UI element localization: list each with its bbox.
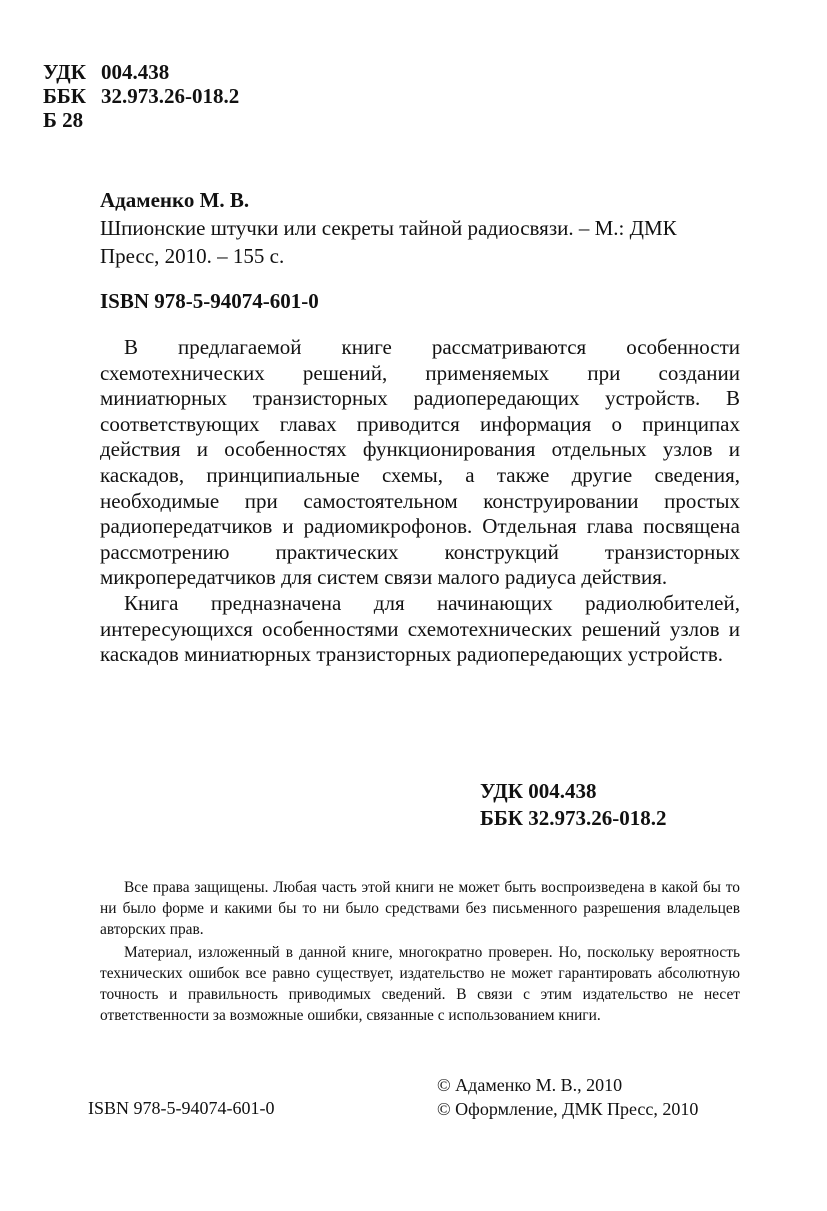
- rights-paragraph-1: Все права защищены. Любая часть этой книги не может быть воспроизведена в какой бы то ни было форме и какими бы то ни было средствами без письменного разрешения владельцев авторских прав.: [100, 879, 740, 938]
- classification-right: [480, 778, 667, 832]
- author-name: Адаменко М. В.: [100, 188, 250, 212]
- bbk-value: 32.973.26-018.2: [101, 84, 240, 108]
- title-line-1: Шпионские штучки или секреты тайной радиосвязи. – М.: ДМК: [100, 216, 677, 240]
- bbk-right: ББК 32.973.26-018.2: [480, 806, 667, 830]
- rights-paragraph-2: Материал, изложенный в данной книге, многократно проверен. Но, поскольку вероятность технических ошибок все равно существует, издательство не может гарантировать абсолютную точность и правильность приводимых сведений. В связи с этим издательство не несет ответственности за возможные ошибки, связанные с использованием книги.: [100, 944, 740, 1024]
- copyright-design: © Оформление, ДМК Пресс, 2010: [437, 1099, 699, 1119]
- copyright-author: © Адаменко М. В., 2010: [437, 1075, 623, 1095]
- udk-row: [43, 60, 239, 84]
- udk-value: 004.438: [101, 60, 170, 84]
- annotation-paragraph-2: Книга предназначена для начинающих радиолюбителей, интересующихся особенностями схемотехнических решений узлов и каскадов миниатюрных транзисторных радиопередающих устройств.: [100, 590, 740, 667]
- isbn-main: ISBN 978-5-94074-601-0: [100, 289, 319, 313]
- classification-block: [43, 60, 239, 132]
- annotation-paragraph-1: В предлагаемой книге рассматриваются особенности схемотехнических решений, применяемых при создании миниатюрных транзисторных радиопередающих устройств. В соответствующих главах приводится информация о принципах действия и особенностях функционирования отдельных узлов и каскадов, принципиальные схемы, а также другие сведения, необходимые при самостоятельном конструировании простых радиопередатчиков и радиомикрофонов. Отдельная глава посвящена рассмотрению практических конструкций транзисторных микропередатчиков для систем связи малого радиуса действия.: [100, 335, 740, 590]
- author-mark: Б 28: [43, 108, 84, 132]
- rights-notice: [100, 878, 740, 1030]
- bbk-label: ББК: [43, 84, 86, 108]
- bibliographic-record: [100, 186, 740, 270]
- udk-label: УДК: [43, 60, 86, 84]
- title-line-2: Пресс, 2010. – 155 с.: [100, 244, 285, 268]
- annotation: [100, 335, 740, 668]
- author-mark-row: [43, 108, 239, 132]
- udk-right: УДК 004.438: [480, 779, 597, 803]
- isbn-bottom: ISBN 978-5-94074-601-0: [88, 1098, 275, 1118]
- bbk-row: [43, 84, 239, 108]
- copyright-block: [437, 1073, 698, 1121]
